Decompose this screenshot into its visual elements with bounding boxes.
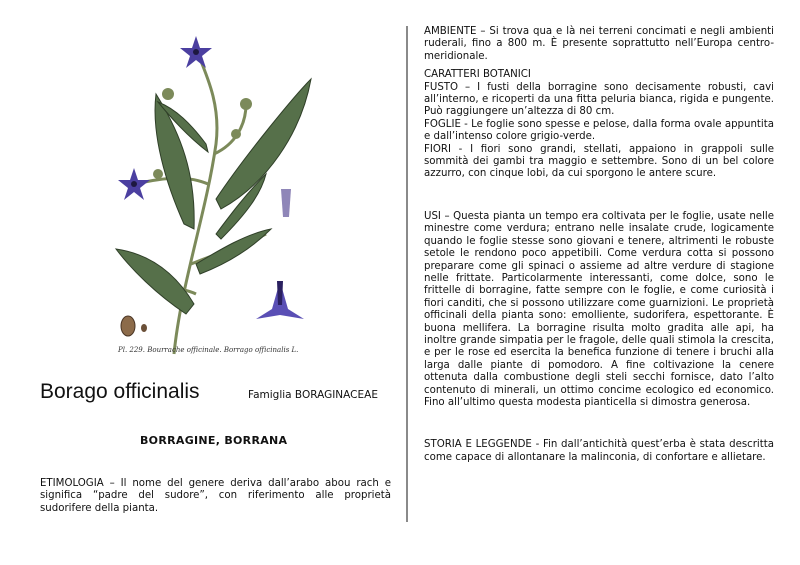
seeds: [121, 316, 147, 336]
illustration-caption: Pl. 229. Bourrache officinale. Borrago officinalis L.: [118, 346, 299, 354]
column-divider: [406, 26, 408, 522]
common-names: BORRAGINE, BORRANA: [140, 434, 288, 447]
etymology-paragraph: ETIMOLOGIA – Il nome del genere deriva dall’arabo abou rach e significa “padre del sudore”, con riferimento alle proprietà sudorifere della pianta.: [40, 478, 391, 514]
species-title: Borago officinalis: [40, 380, 200, 403]
fusto-paragraph: FUSTO – I fusti della borragine sono decisamente robusti, cavi all’interno, e ricoperti da una fitta peluria bianca, rigida e pungente. Può raggiungere un’altezza di 80 cm.: [424, 81, 774, 118]
borage-illustration: [96, 24, 326, 362]
storia-paragraph: STORIA E LEGGENDE - Fin dall’antichità quest’erba è stata descritta come capace di allontanare la malinconia, di confortare e allietare.: [424, 439, 774, 463]
fiori-paragraph: FIORI - I fiori sono grandi, stellati, appaiono in grappoli sulle sommità dei gambi tra maggio e settembre. Sono di un bel colore azzurro, con cinque lobi, da cui sporgono le antere scure.: [424, 143, 774, 180]
foglie-paragraph: FOGLIE - Le foglie sono spesse e pelose, dalla forma ovale appuntita e dall’intenso colore grigio-verde.: [424, 118, 774, 143]
ambiente-paragraph: AMBIENTE – Si trova qua e là nei terreni concimati e negli ambienti ruderali, fino a 800 m. È presente soprattutto nell’Europa centro-meridionale.: [424, 26, 774, 62]
family-label: Famiglia BORAGINACEAE: [248, 389, 378, 401]
usi-paragraph: USI – Questa pianta un tempo era coltivata per le foglie, usate nelle minestre come verdura; entrano nelle insalate crude, logicamente quando le foglie stesse sono giovani e tenere, altrimenti le robuste setole le rendono poco appetibili. Come verdura cotta si possono preparare come gli spinaci o assieme ad altre verdure di stagione nelle frittate. Particolarmente interessanti, come dolce, sono le frittelle di borragine, fatte sempre con le foglie, e come curiosità i fiori canditi, che si possono utilizzare come guarnizioni. Le proprietà officinali della pianta sono: emolliente, sudorifera, espettorante. È buona mellifera. La borragine risulta molto gradita alle api, ha inoltre grande simpatia per le fragole, delle quali stimola la crescita, e per le rose ed esercita la benefica funzione di tenere i bruchi alla larga dalle piante di pomodoro. A fine coltivazione la cenere ottenuta dalla combustione degli steli secchi fornisce, dato l’alto contenuto di minerali, un ottimo concime ecologico ed economico. Fino all’ultimo questa modesta pianticella si dimostra generosa.: [424, 210, 774, 408]
caratteri-heading: CARATTERI BOTANICI: [424, 69, 531, 81]
right-column: [424, 26, 774, 464]
